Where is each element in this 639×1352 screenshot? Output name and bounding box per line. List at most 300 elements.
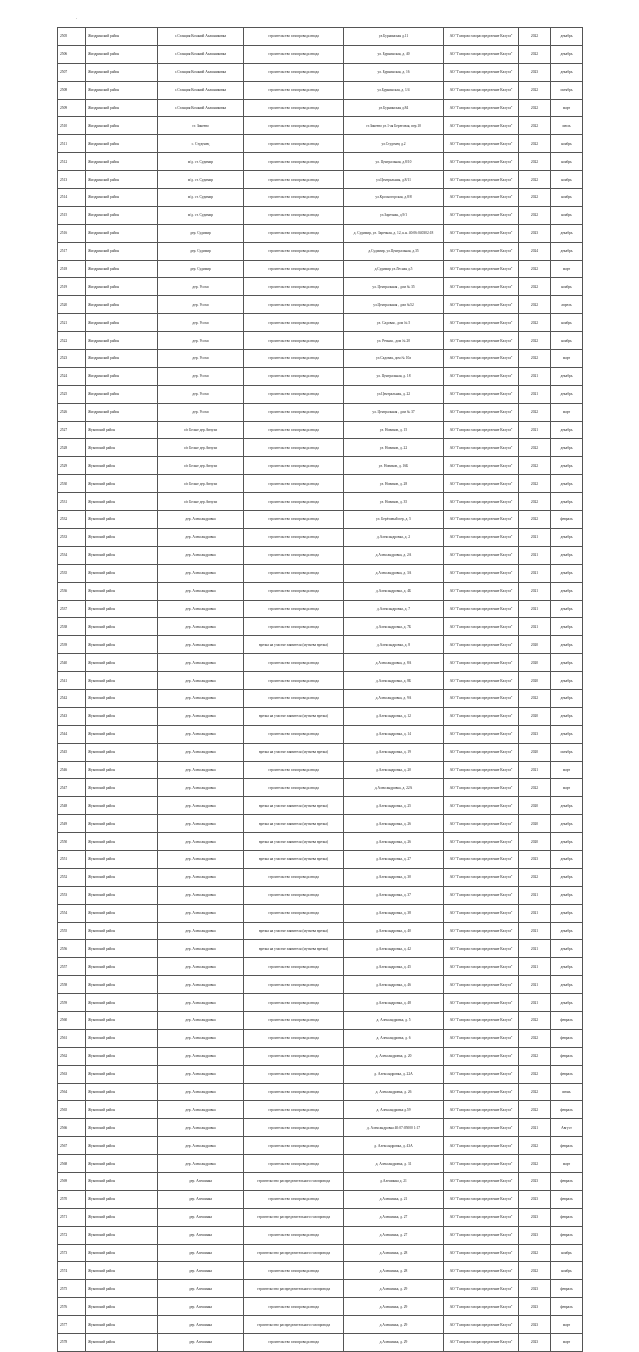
organization-cell: АО "Газпром газораспределение Калуга"	[444, 564, 519, 582]
district-cell: Жиздринский район	[86, 332, 158, 350]
district-cell: Жуковский район	[86, 1083, 158, 1101]
work-type-cell: строительство газопровода ввода	[244, 958, 344, 976]
address-cell: д.Александровка, д. 26	[344, 815, 444, 833]
month-cell: февраль	[551, 1226, 583, 1244]
district-cell: Жуковский район	[86, 600, 158, 618]
month-cell: октябрь	[551, 743, 583, 761]
year-cell: 2021	[519, 761, 551, 779]
organization-cell: АО "Газпром газораспределение Калуга"	[444, 117, 519, 135]
district-cell: Жуковский район	[86, 1137, 158, 1155]
month-cell: декабрь	[551, 725, 583, 743]
month-cell: декабрь	[551, 886, 583, 904]
row-number: 2523	[58, 350, 86, 368]
work-type-cell: врезка на участке заявителя (мутнева врезка)	[244, 850, 344, 868]
row-number: 2511	[58, 135, 86, 153]
address-cell: д.Александровка, д. 2А	[344, 546, 444, 564]
table-row	[58, 1101, 583, 1119]
organization-cell: АО "Газпром газораспределение Калуга"	[444, 475, 519, 493]
row-number: 2551	[58, 850, 86, 868]
district-cell: Жуковский район	[86, 1280, 158, 1298]
work-type-cell: строительство газопровода ввода	[244, 582, 344, 600]
year-cell: 2021	[519, 582, 551, 600]
year-cell: 2021	[519, 528, 551, 546]
month-cell: декабрь	[551, 457, 583, 475]
locality-cell: дер. Александровка	[158, 850, 244, 868]
locality-cell: дер. Александровка	[158, 600, 244, 618]
address-cell: д.Александровка, д. 38	[344, 904, 444, 922]
table-row	[58, 904, 583, 922]
organization-cell: АО "Газпром газораспределение Калуга"	[444, 189, 519, 207]
organization-cell: АО "Газпром газораспределение Калуга"	[444, 815, 519, 833]
district-cell: Жиздринский район	[86, 278, 158, 296]
work-type-cell: строительство газопровода ввода	[244, 564, 344, 582]
row-number: 2508	[58, 81, 86, 99]
year-cell: 2020	[519, 833, 551, 851]
year-cell: 2022	[519, 475, 551, 493]
year-cell: 2022	[519, 117, 551, 135]
locality-cell: с.Станция Коханий Ахашниковка	[158, 28, 244, 46]
table-row	[58, 725, 583, 743]
month-cell: декабрь	[551, 224, 583, 242]
table-row	[58, 1298, 583, 1316]
address-cell: ул. Центральная, д. 18	[344, 367, 444, 385]
work-type-cell: строительство газопровода ввода	[244, 994, 344, 1012]
work-type-cell: строительство газопровода ввода	[244, 689, 344, 707]
organization-cell: АО "Газпром газораспределение Калуга"	[444, 976, 519, 994]
month-cell: март	[551, 1155, 583, 1173]
year-cell: 2023	[519, 1208, 551, 1226]
row-number: 2530	[58, 475, 86, 493]
work-type-cell: строительство газопровода ввода	[244, 63, 344, 81]
locality-cell: дер. Алешинка	[158, 1173, 244, 1191]
organization-cell: АО "Газпром газораспределение Калуга"	[444, 833, 519, 851]
month-cell: декабрь	[551, 421, 583, 439]
address-cell: ул. Речная , дом № 20	[344, 332, 444, 350]
year-cell: 2022	[519, 439, 551, 457]
district-cell: Жуковский район	[86, 1316, 158, 1334]
year-cell: 2022	[519, 868, 551, 886]
district-cell: Жиздринский район	[86, 296, 158, 314]
address-cell: д.Александровка, д. 27	[344, 850, 444, 868]
district-cell: Жуковский район	[86, 833, 158, 851]
locality-cell: дер. Алешинка	[158, 1190, 244, 1208]
year-cell: 2023	[519, 1298, 551, 1316]
month-cell: декабрь	[551, 242, 583, 260]
district-cell: Жуковский район	[86, 493, 158, 511]
locality-cell: дер. Усохи	[158, 296, 244, 314]
table-row	[58, 242, 583, 260]
month-cell: декабрь	[551, 850, 583, 868]
row-number: 2531	[58, 493, 86, 511]
work-type-cell: строительство газопровода ввода	[244, 206, 344, 224]
year-cell: 2023	[519, 1173, 551, 1191]
table-row	[58, 528, 583, 546]
address-cell: ул. Новиков, д. 22	[344, 439, 444, 457]
organization-cell: АО "Газпром газораспределение Калуга"	[444, 314, 519, 332]
district-cell: Жиздринский район	[86, 367, 158, 385]
address-cell: д. Александровка, д. 26	[344, 1083, 444, 1101]
organization-cell: АО "Газпром газораспределение Калуга"	[444, 904, 519, 922]
locality-cell: дер. Алешинка	[158, 1226, 244, 1244]
table-row	[58, 278, 583, 296]
table-row	[58, 940, 583, 958]
year-cell: 2020	[519, 654, 551, 672]
year-cell: 2022	[519, 296, 551, 314]
row-number: 2539	[58, 636, 86, 654]
address-cell: ул.Бурнинская д.11	[344, 28, 444, 46]
locality-cell: с/п Белые дер.Авчухи	[158, 421, 244, 439]
locality-cell: дер. Александровка	[158, 994, 244, 1012]
table-row	[58, 135, 583, 153]
month-cell: декабрь	[551, 672, 583, 690]
locality-cell: дер. Усохи	[158, 403, 244, 421]
month-cell: декабрь	[551, 654, 583, 672]
district-cell: Жуковский район	[86, 689, 158, 707]
district-cell: Жуковский район	[86, 582, 158, 600]
locality-cell: дер. Александровка	[158, 904, 244, 922]
district-cell: Жуковский район	[86, 1262, 158, 1280]
row-number: 2524	[58, 367, 86, 385]
locality-cell: дер. Александровка	[158, 976, 244, 994]
month-cell: декабрь	[551, 689, 583, 707]
row-number: 2529	[58, 457, 86, 475]
district-cell: Жуковский район	[86, 707, 158, 725]
locality-cell: дер. Александровка	[158, 546, 244, 564]
work-type-cell: строительство газопровода ввода	[244, 528, 344, 546]
organization-cell: АО "Газпром газораспределение Калуга"	[444, 582, 519, 600]
table-row	[58, 189, 583, 207]
month-cell: март	[551, 761, 583, 779]
work-type-cell: строительство газопровода ввода	[244, 1298, 344, 1316]
address-cell: д.Александровка, д. 30	[344, 868, 444, 886]
work-type-cell: врезка на участке заявителя (мутнева врезка)	[244, 707, 344, 725]
row-number: 2561	[58, 1029, 86, 1047]
locality-cell: с.Станция Коханий Ахашниковка	[158, 99, 244, 117]
organization-cell: АО "Газпром газораспределение Калуга"	[444, 940, 519, 958]
month-cell: октябрь	[551, 81, 583, 99]
organization-cell: АО "Газпром газораспределение Калуга"	[444, 743, 519, 761]
work-type-cell: строительство распределительного газопровода	[244, 1280, 344, 1298]
district-cell: Жуковский район	[86, 1298, 158, 1316]
year-cell: 2022	[519, 99, 551, 117]
row-number: 2545	[58, 743, 86, 761]
address-cell: д.Алешинка, д. 27	[344, 1208, 444, 1226]
year-cell: 2020	[519, 797, 551, 815]
organization-cell: АО "Газпром газораспределение Калуга"	[444, 528, 519, 546]
month-cell: март	[551, 350, 583, 368]
table-row	[58, 1244, 583, 1262]
district-cell: Жуковский район	[86, 761, 158, 779]
organization-cell: АО "Газпром газораспределение Калуга"	[444, 493, 519, 511]
work-type-cell: врезка на участке заявителя (мутнева врезка)	[244, 743, 344, 761]
year-cell: 2022	[519, 689, 551, 707]
row-number: 2520	[58, 296, 86, 314]
year-cell: 2022	[519, 403, 551, 421]
district-cell: Жуковский район	[86, 654, 158, 672]
organization-cell: АО "Газпром газораспределение Калуга"	[444, 654, 519, 672]
locality-cell: дер. Александровка	[158, 1119, 244, 1137]
address-cell: д.Александровка, д. 2	[344, 528, 444, 546]
address-cell: д.Судимир ул.Лесная д.5	[344, 260, 444, 278]
table-row	[58, 833, 583, 851]
row-number: 2578	[58, 1334, 86, 1352]
address-cell: ул. Новиков, д. 35	[344, 493, 444, 511]
table-row	[58, 976, 583, 994]
address-cell: ул. Берёзовый пер, д. 5	[344, 511, 444, 529]
month-cell: февраль	[551, 1065, 583, 1083]
row-number: 2557	[58, 958, 86, 976]
work-type-cell: строительство распределительного газопровода	[244, 1244, 344, 1262]
table-row	[58, 224, 583, 242]
work-type-cell: строительство газопровода ввода	[244, 385, 344, 403]
district-cell: Жиздринский район	[86, 153, 158, 171]
organization-cell: АО "Газпром газораспределение Калуга"	[444, 600, 519, 618]
district-cell: Жиздринский район	[86, 99, 158, 117]
locality-cell: дер. Александровка	[158, 1029, 244, 1047]
district-cell: Жуковский район	[86, 564, 158, 582]
month-cell: декабрь	[551, 493, 583, 511]
locality-cell: с/п Белые дер.Авчухи	[158, 493, 244, 511]
month-cell: март	[551, 1334, 583, 1352]
table-row	[58, 850, 583, 868]
address-cell: ул. Центральная, д.8/10	[344, 153, 444, 171]
table-row	[58, 1262, 583, 1280]
table-row	[58, 1065, 583, 1083]
organization-cell: АО "Газпром газораспределение Калуга"	[444, 1208, 519, 1226]
year-cell: 2022	[519, 350, 551, 368]
locality-cell: дер. Александровка	[158, 511, 244, 529]
work-type-cell: строительство газопровода ввода	[244, 260, 344, 278]
address-cell: д. Александровка 40:07:05000 1:17	[344, 1119, 444, 1137]
address-cell: ул. Центральная , дом № 37	[344, 403, 444, 421]
table-row	[58, 367, 583, 385]
organization-cell: АО "Газпром газораспределение Калуга"	[444, 994, 519, 1012]
locality-cell: дер. Александровка	[158, 1155, 244, 1173]
district-cell: Жуковский район	[86, 636, 158, 654]
table-row	[58, 1334, 583, 1352]
month-cell: март	[551, 403, 583, 421]
organization-cell: АО "Газпром газораспределение Калуга"	[444, 1083, 519, 1101]
month-cell: февраль	[551, 1029, 583, 1047]
locality-cell: дер. Александровка	[158, 743, 244, 761]
district-cell: Жуковский район	[86, 1029, 158, 1047]
year-cell: 2023	[519, 850, 551, 868]
month-cell: февраль	[551, 1011, 583, 1029]
organization-cell: АО "Газпром газораспределение Калуга"	[444, 511, 519, 529]
year-cell: 2021	[519, 421, 551, 439]
row-number: 2519	[58, 278, 86, 296]
address-cell: д. Александровка, д. 20	[344, 1047, 444, 1065]
month-cell: декабрь	[551, 63, 583, 81]
district-cell: Жуковский район	[86, 618, 158, 636]
table-body	[58, 28, 583, 1352]
year-cell: 2023	[519, 1280, 551, 1298]
address-cell: д. Александровка, д. 31	[344, 1155, 444, 1173]
district-cell: Жуковский район	[86, 1226, 158, 1244]
year-cell: 2022	[519, 278, 551, 296]
locality-cell: дер. Александровка	[158, 1083, 244, 1101]
month-cell: декабрь	[551, 707, 583, 725]
locality-cell: дер. Александровка	[158, 779, 244, 797]
locality-cell: дер. Усохи	[158, 350, 244, 368]
year-cell: 2023	[519, 1316, 551, 1334]
locality-cell: дер. Алешинка	[158, 1298, 244, 1316]
year-cell: 2022	[519, 1065, 551, 1083]
month-cell: ноябрь	[551, 332, 583, 350]
locality-cell: дер. Александровка	[158, 725, 244, 743]
organization-cell: АО "Газпром газораспределение Калуга"	[444, 922, 519, 940]
year-cell: 2021	[519, 922, 551, 940]
table-row	[58, 1155, 583, 1173]
year-cell: 2022	[519, 1262, 551, 1280]
table-row	[58, 475, 583, 493]
page-mark: '	[76, 17, 77, 22]
year-cell: 2022	[519, 1101, 551, 1119]
month-cell: декабрь	[551, 636, 583, 654]
year-cell: 2020	[519, 707, 551, 725]
row-number: 2525	[58, 385, 86, 403]
district-cell: Жиздринский район	[86, 350, 158, 368]
organization-cell: АО "Газпром газораспределение Калуга"	[444, 242, 519, 260]
work-type-cell: строительство газопровода ввода	[244, 189, 344, 207]
organization-cell: АО "Газпром газораспределение Калуга"	[444, 45, 519, 63]
address-cell: д.Александровка, д. 3А	[344, 564, 444, 582]
row-number: 2558	[58, 976, 86, 994]
work-type-cell: строительство распределительного газопровода	[244, 1316, 344, 1334]
organization-cell: АО "Газпром газораспределение Калуга"	[444, 421, 519, 439]
month-cell: ноябрь	[551, 189, 583, 207]
table-row	[58, 1137, 583, 1155]
locality-cell: дер. Александровка	[158, 868, 244, 886]
gasification-table	[57, 27, 583, 1352]
district-cell: Жиздринский район	[86, 28, 158, 46]
district-cell: Жуковский район	[86, 779, 158, 797]
work-type-cell: строительство газопровода ввода	[244, 672, 344, 690]
organization-cell: АО "Газпром газораспределение Калуга"	[444, 1298, 519, 1316]
year-cell: 2023	[519, 63, 551, 81]
table-row	[58, 296, 583, 314]
month-cell: ноябрь	[551, 278, 583, 296]
district-cell: Жуковский район	[86, 725, 158, 743]
month-cell: февраль	[551, 1101, 583, 1119]
row-number: 2543	[58, 707, 86, 725]
month-cell: декабрь	[551, 367, 583, 385]
year-cell: 2021	[519, 976, 551, 994]
address-cell: д.Александровка, д. 8Б	[344, 672, 444, 690]
year-cell: 2021	[519, 904, 551, 922]
district-cell: Жиздринский район	[86, 171, 158, 189]
locality-cell: дер. Александровка	[158, 672, 244, 690]
work-type-cell: строительство газопровода ввода	[244, 421, 344, 439]
work-type-cell: врезка на участке заявителя (мутнева врезка)	[244, 922, 344, 940]
address-cell: ул.Бурнинская, д. 1/4	[344, 81, 444, 99]
locality-cell: дер. Судимир	[158, 242, 244, 260]
month-cell: декабрь	[551, 958, 583, 976]
row-number: 2528	[58, 439, 86, 457]
work-type-cell: строительство газопровода ввода	[244, 761, 344, 779]
locality-cell: дер. Александровка	[158, 564, 244, 582]
table-row	[58, 332, 583, 350]
month-cell: февраль	[551, 1298, 583, 1316]
row-number: 2521	[58, 314, 86, 332]
row-number: 2559	[58, 994, 86, 1012]
locality-cell: дер. Александровка	[158, 797, 244, 815]
row-number: 2542	[58, 689, 86, 707]
address-cell: д.Александровка, д. 45	[344, 958, 444, 976]
work-type-cell: строительство газопровода ввода	[244, 439, 344, 457]
organization-cell: АО "Газпром газораспределение Калуга"	[444, 636, 519, 654]
district-cell: Жуковский район	[86, 475, 158, 493]
row-number: 2535	[58, 564, 86, 582]
locality-cell: с.Станция Коханий Ахашниковка	[158, 63, 244, 81]
year-cell: 2022	[519, 457, 551, 475]
year-cell: 2022	[519, 1047, 551, 1065]
table-row	[58, 1047, 583, 1065]
work-type-cell: строительство газопровода ввода	[244, 28, 344, 46]
row-number: 2507	[58, 63, 86, 81]
district-cell: Жуковский район	[86, 1047, 158, 1065]
table-row	[58, 1083, 583, 1101]
organization-cell: АО "Газпром газораспределение Калуга"	[444, 1047, 519, 1065]
address-cell: ул. Новиков, д. 15	[344, 421, 444, 439]
locality-cell: дер. Усохи	[158, 278, 244, 296]
work-type-cell: строительство газопровода ввода	[244, 1155, 344, 1173]
table-row	[58, 1226, 583, 1244]
organization-cell: АО "Газпром газораспределение Калуга"	[444, 224, 519, 242]
year-cell: 2022	[519, 1083, 551, 1101]
district-cell: Жиздринский район	[86, 403, 158, 421]
organization-cell: АО "Газпром газораспределение Калуга"	[444, 28, 519, 46]
work-type-cell: строительство газопровода ввода	[244, 546, 344, 564]
table-row	[58, 886, 583, 904]
row-number: 2510	[58, 117, 86, 135]
organization-cell: АО "Газпром газораспределение Калуга"	[444, 886, 519, 904]
district-cell: Жиздринский район	[86, 81, 158, 99]
row-number: 2512	[58, 153, 86, 171]
year-cell: 2023	[519, 1190, 551, 1208]
table-row	[58, 493, 583, 511]
month-cell: декабрь	[551, 475, 583, 493]
row-number: 2575	[58, 1280, 86, 1298]
district-cell: Жуковский район	[86, 940, 158, 958]
table-row	[58, 63, 583, 81]
address-cell: д.Александровка, д. 8	[344, 636, 444, 654]
organization-cell: АО "Газпром газораспределение Калуга"	[444, 1244, 519, 1262]
address-cell: д. Александровка, д. 5	[344, 1011, 444, 1029]
month-cell: апрель	[551, 296, 583, 314]
organization-cell: АО "Газпром газораспределение Калуга"	[444, 260, 519, 278]
table-row	[58, 153, 583, 171]
work-type-cell: строительство газопровода ввода	[244, 403, 344, 421]
address-cell: д.Алешинка, д. 29	[344, 1280, 444, 1298]
month-cell: ноябрь	[551, 1262, 583, 1280]
table-row	[58, 117, 583, 135]
district-cell: Жуковский район	[86, 994, 158, 1012]
work-type-cell: строительство газопровода ввода	[244, 117, 344, 135]
table-row	[58, 1208, 583, 1226]
year-cell: 2021	[519, 994, 551, 1012]
year-cell: 2022	[519, 206, 551, 224]
year-cell: 2020	[519, 743, 551, 761]
organization-cell: АО "Газпром газораспределение Калуга"	[444, 403, 519, 421]
locality-cell: дер. Александровка	[158, 707, 244, 725]
district-cell: Жуковский район	[86, 511, 158, 529]
table-row	[58, 546, 583, 564]
locality-cell: дер. Александровка	[158, 940, 244, 958]
address-cell: д. Судимир, ул. Заречная, д. 12, к.н. 40:06:040302:18	[344, 224, 444, 242]
month-cell: декабрь	[551, 994, 583, 1012]
address-cell: д. Александровка д.59	[344, 1101, 444, 1119]
